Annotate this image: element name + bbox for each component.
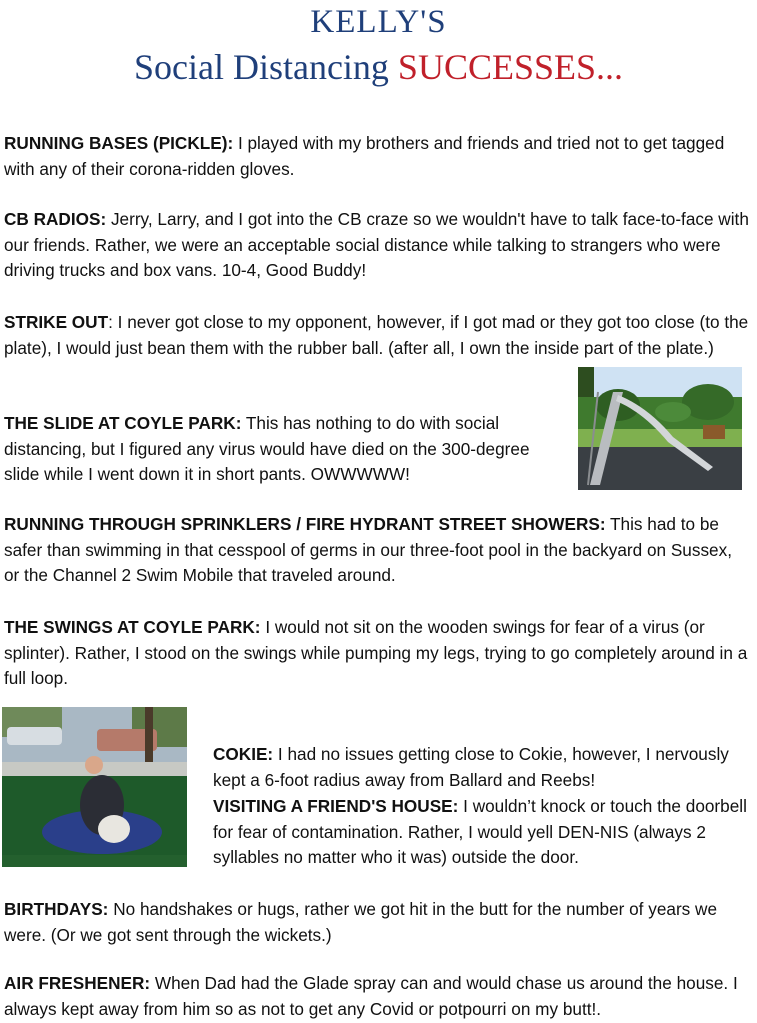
entry-body: Jerry, Larry, and I got into the CB craze so we wouldn't have to talk face-to-face with our friends. Rather, we were an acceptable social distance while talking to strangers who were driving trucks and box vans. 10-4, Good Buddy! — [4, 209, 749, 280]
entry-heading: CB RADIOS: — [4, 209, 107, 229]
cokie-photo — [2, 707, 187, 867]
entry-body: This had to be safer than swimming in that cesspool of germs in our three-foot pool in the backyard on Sussex, or the Channel 2 Swim Mobile that traveled around. — [4, 514, 732, 585]
entry-strike-out — [4, 310, 752, 361]
entry-heading: THE SLIDE AT COYLE PARK: — [4, 413, 242, 433]
entry-body: I wouldn’t knock or touch the doorbell for fear of contamination. Rather, I would yell DEN-NIS (always 2 syllables no matter who it was) outside the door. — [213, 796, 747, 867]
entry-sprinklers — [4, 512, 752, 589]
entry-heading: RUNNING THROUGH SPRINKLERS / FIRE HYDRANT STREET SHOWERS: — [4, 514, 606, 534]
entry-body: When Dad had the Glade spray can and would chase us around the house. I always kept away from him so as not to get any Covid or potpourri on my butt!. — [4, 973, 738, 1019]
entry-body: This has nothing to do with social distancing, but I figured any virus would have died on the 300-degree slide while I went down it in short pants. OWWWWW! — [4, 413, 530, 484]
title-line-1: KELLY'S — [310, 4, 447, 40]
entry-visiting-friends-house — [213, 794, 753, 871]
entry-body: : I never got close to my opponent, however, if I got mad or they got too close (to the plate), I would just bean them with the rubber ball. (after all, I own the inside part of the plate.) — [4, 312, 749, 358]
entry-cb-radios — [4, 207, 752, 284]
entry-body: I would not sit on the wooden swings for fear of a virus (or splinter). Rather, I stood on the swings while pumping my legs, trying to go completely around in a full loop. — [4, 617, 748, 688]
entry-body: I played with my brothers and friends and tried not to get tagged with any of their corona-ridden gloves. — [4, 133, 725, 179]
entry-body: I had no issues getting close to Cokie, however, I nervously kept a 6-foot radius away from Ballard and Reebs! — [213, 744, 729, 790]
entry-air-freshener — [4, 971, 752, 1022]
title-line-2-main: Social Distancing — [133, 47, 398, 87]
entry-slide-coyle-park — [4, 411, 564, 488]
entry-swings-coyle-park — [4, 615, 752, 692]
entry-heading: RUNNING BASES (PICKLE): — [4, 133, 234, 153]
entry-heading: BIRTHDAYS: — [4, 899, 109, 919]
entry-body: No handshakes or hugs, rather we got hit in the butt for the number of years we were. (Or we got sent through the wickets.) — [4, 899, 718, 945]
entry-heading: VISITING A FRIEND'S HOUSE: — [213, 796, 459, 816]
slide-photo — [578, 367, 742, 490]
entry-heading: AIR FRESHENER: — [4, 973, 151, 993]
entry-heading: COKIE: — [213, 744, 274, 764]
entry-cokie — [213, 742, 753, 793]
entry-birthdays — [4, 897, 752, 948]
title-line-2 — [0, 44, 757, 90]
entry-running-bases — [4, 131, 752, 182]
title-line-2-accent: SUCCESSES... — [397, 47, 624, 87]
entry-heading: STRIKE OUT — [4, 312, 109, 332]
entry-heading: THE SWINGS AT COYLE PARK: — [4, 617, 261, 637]
